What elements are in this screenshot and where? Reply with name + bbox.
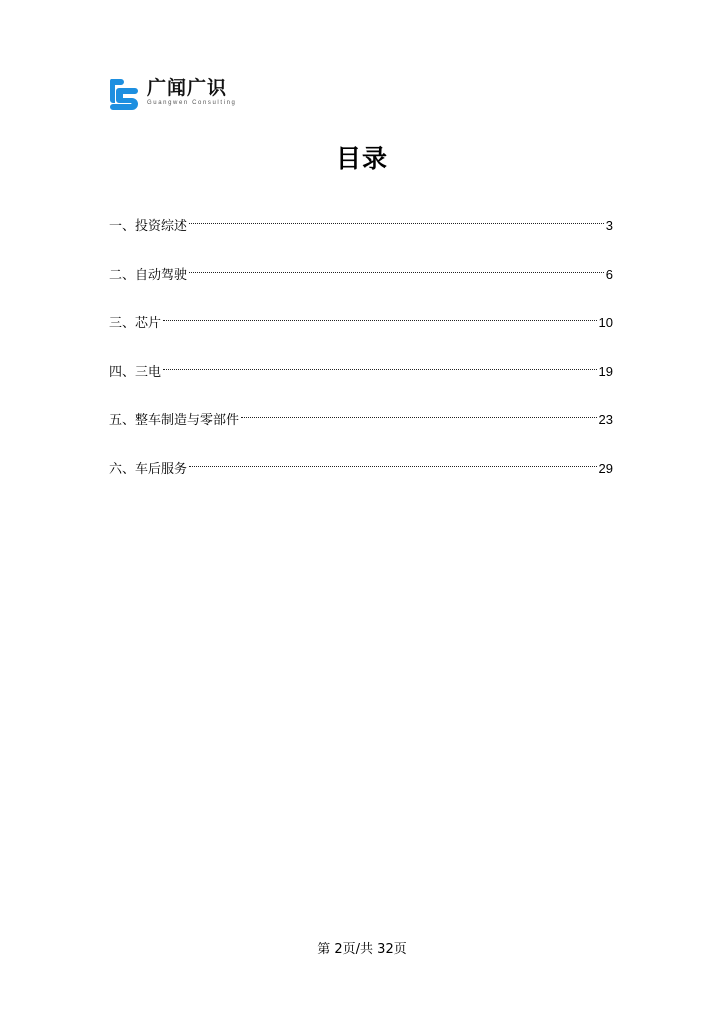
toc-entry[interactable] [109, 449, 613, 477]
toc-entry[interactable] [109, 303, 613, 332]
logo-english-text: Guangwen Consulting [147, 100, 237, 106]
dot-leader [163, 303, 597, 327]
toc-entry-page: 3 [605, 218, 613, 233]
toc-entry-label: 五、整车制造与零部件 [109, 413, 240, 429]
toc-entry[interactable] [109, 400, 613, 429]
toc-entry[interactable] [109, 255, 613, 283]
toc-entry-page: 10 [598, 315, 613, 331]
toc-entry-page: 29 [598, 460, 613, 476]
table-of-contents [109, 206, 613, 498]
toc-entry-label: 三、芯片 [109, 316, 162, 332]
dot-leader [163, 352, 597, 376]
page-number-footer: 第 2页/共 32页 [317, 942, 407, 957]
page-title: 目录 [335, 144, 388, 173]
toc-entry-page: 23 [598, 412, 613, 428]
dot-leader [189, 449, 597, 473]
toc-entry[interactable] [109, 352, 613, 380]
toc-entry-label: 二、自动驾驶 [109, 267, 188, 283]
logo-chinese-text: 广闻广识 [147, 77, 228, 99]
dot-leader [189, 255, 604, 279]
toc-entry-page: 6 [605, 266, 613, 282]
dot-leader [241, 400, 597, 424]
logo-mark-icon [107, 77, 139, 111]
dot-leader [189, 206, 604, 230]
company-logo [107, 77, 236, 111]
toc-entry-label: 六、车后服务 [109, 461, 188, 477]
toc-entry-label: 四、三电 [109, 364, 162, 380]
toc-entry-page: 19 [598, 363, 613, 379]
toc-entry-label: 一、投资综述 [109, 219, 188, 234]
toc-entry[interactable] [109, 206, 613, 234]
